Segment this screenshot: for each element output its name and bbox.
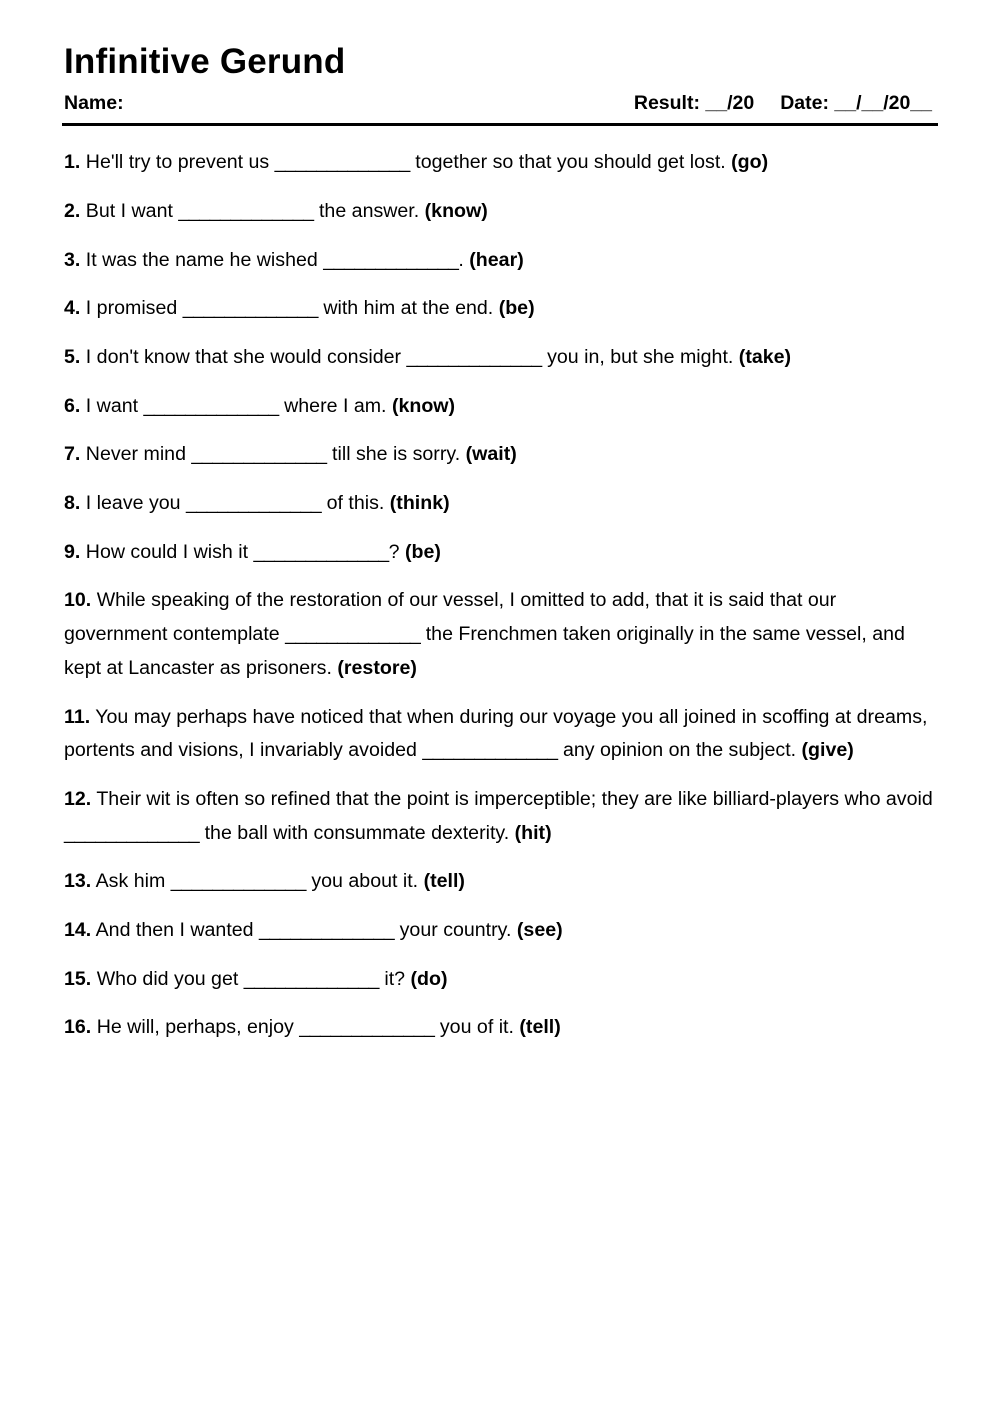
verb-cue: (go) — [731, 151, 769, 174]
question-text-after: till she is sorry. — [326, 443, 466, 466]
question-text-before: And then I wanted — [91, 918, 260, 941]
question-item — [64, 195, 938, 229]
verb-cue: (know) — [424, 199, 488, 222]
date-label: Date: — [780, 92, 829, 115]
question-item — [64, 865, 938, 899]
answer-blank[interactable]: _____________ — [143, 394, 279, 417]
verb-cue: (give) — [801, 739, 854, 762]
question-item — [64, 1011, 938, 1045]
question-text-before: Ask him — [91, 870, 171, 893]
question-text-after: your country. — [394, 918, 517, 941]
result-value: __/20 — [705, 92, 755, 115]
meta-right-group — [634, 92, 932, 115]
date-field — [780, 92, 932, 115]
question-text-before: He'll try to prevent us — [80, 151, 275, 174]
answer-blank[interactable]: _____________ — [191, 443, 327, 466]
question-item — [64, 584, 938, 685]
question-number: 4. — [64, 297, 81, 320]
verb-cue: (be) — [405, 540, 441, 563]
answer-blank[interactable]: _____________ — [64, 821, 200, 844]
question-item — [64, 146, 938, 180]
question-item — [64, 341, 938, 375]
verb-cue: (restore) — [337, 656, 417, 679]
answer-blank[interactable]: _____________ — [323, 248, 459, 271]
question-list — [62, 146, 938, 1045]
question-text-after: with him at the end. — [317, 297, 499, 320]
header-divider — [62, 123, 938, 126]
question-item — [64, 487, 938, 521]
question-number: 6. — [64, 394, 81, 417]
question-item — [64, 701, 938, 768]
question-text-after: you of it. — [434, 1016, 520, 1039]
question-text-after: ? — [388, 540, 405, 563]
verb-cue: (tell) — [423, 870, 465, 893]
question-text-after: the Frenchmen taken originally in the same vessel, and kept at Lancaster as prisoners. — [64, 623, 905, 679]
answer-blank[interactable]: _____________ — [170, 870, 306, 893]
result-label: Result: — [633, 92, 700, 115]
name-label: Name: — [64, 92, 124, 115]
question-number: 12. — [64, 787, 92, 810]
answer-blank[interactable]: _____________ — [259, 918, 395, 941]
question-text-after: you in, but she might. — [541, 346, 739, 368]
question-text-after: where I am. — [278, 394, 392, 417]
question-item — [64, 292, 938, 326]
question-text-before: Never mind — [80, 443, 192, 466]
question-text-after: you about it. — [305, 870, 424, 893]
question-text-after: the answer. — [313, 199, 425, 222]
question-text-after: the ball with consummate dexterity. — [199, 821, 515, 844]
verb-cue: (take) — [738, 346, 792, 368]
answer-blank[interactable]: _____________ — [178, 199, 314, 222]
result-field — [634, 92, 754, 115]
answer-blank[interactable]: _____________ — [243, 967, 379, 990]
question-number: 8. — [64, 492, 81, 515]
question-text-before: But I want — [80, 199, 179, 222]
question-item — [64, 783, 938, 850]
question-text-before: Their wit is often so refined that the point is imperceptible; they are like billiard-players who avoid — [91, 787, 933, 810]
question-text-before: While speaking of the restoration of our vessel, I omitted to add, that it is said that our government contemplate — [64, 589, 837, 646]
question-number: 7. — [64, 443, 81, 466]
date-value: __/__/20__ — [834, 92, 932, 115]
question-text-before: How could I wish it — [80, 540, 254, 563]
question-item — [64, 390, 938, 424]
question-number: 3. — [64, 248, 81, 271]
question-number: 1. — [64, 151, 81, 174]
question-item — [64, 244, 938, 278]
question-number: 15. — [64, 967, 92, 990]
verb-cue: (think) — [389, 492, 450, 515]
question-number: 13. — [64, 870, 92, 893]
question-text-before: He will, perhaps, enjoy — [91, 1016, 300, 1039]
question-number: 9. — [64, 540, 81, 563]
question-text-before: I leave you — [80, 492, 186, 515]
answer-blank[interactable]: _____________ — [299, 1016, 435, 1039]
verb-cue: (be) — [498, 297, 535, 320]
question-item — [64, 914, 938, 948]
answer-blank[interactable]: _____________ — [285, 623, 421, 646]
verb-cue: (know) — [391, 394, 456, 417]
question-item — [64, 963, 938, 997]
answer-blank[interactable]: _____________ — [406, 346, 542, 368]
verb-cue: (see) — [516, 918, 563, 941]
question-text-before: I want — [80, 394, 144, 417]
verb-cue: (tell) — [519, 1016, 561, 1039]
verb-cue: (wait) — [465, 443, 517, 466]
answer-blank[interactable]: _____________ — [182, 297, 318, 320]
question-text-before: Who did you get — [91, 967, 244, 990]
answer-blank[interactable]: _____________ — [253, 540, 389, 563]
question-number: 5. — [64, 346, 81, 368]
verb-cue: (do) — [410, 967, 448, 990]
question-text-after: together so that you should get lost. — [409, 151, 732, 174]
page-title: Infinitive Gerund — [64, 42, 346, 81]
question-text-after: it? — [378, 967, 411, 990]
question-text-before: It was the name he wished — [80, 248, 324, 271]
answer-blank[interactable]: _____________ — [186, 492, 322, 515]
question-number: 10. — [64, 589, 92, 612]
question-number: 2. — [64, 199, 81, 222]
answer-blank[interactable]: _____________ — [422, 739, 558, 762]
worksheet-meta — [62, 92, 938, 123]
question-text-after: of this. — [321, 492, 390, 515]
question-number: 11. — [64, 705, 91, 728]
question-number: 14. — [64, 918, 92, 941]
question-item — [64, 438, 938, 472]
question-text-before: You may perhaps have noticed that when during our voyage you all joined in scoffing at dreams, portents and visions, I invariably avoided — [64, 705, 928, 762]
question-number: 16. — [64, 1016, 92, 1039]
verb-cue: (hear) — [469, 248, 524, 271]
question-text-before: I promised — [80, 297, 183, 320]
question-text-after: any opinion on the subject. — [557, 739, 802, 762]
answer-blank[interactable]: _____________ — [274, 151, 410, 174]
question-text-after: . — [458, 248, 470, 271]
question-item — [64, 536, 938, 570]
question-text-before: I don't know that she would consider — [80, 346, 407, 368]
verb-cue: (hit) — [514, 821, 552, 844]
